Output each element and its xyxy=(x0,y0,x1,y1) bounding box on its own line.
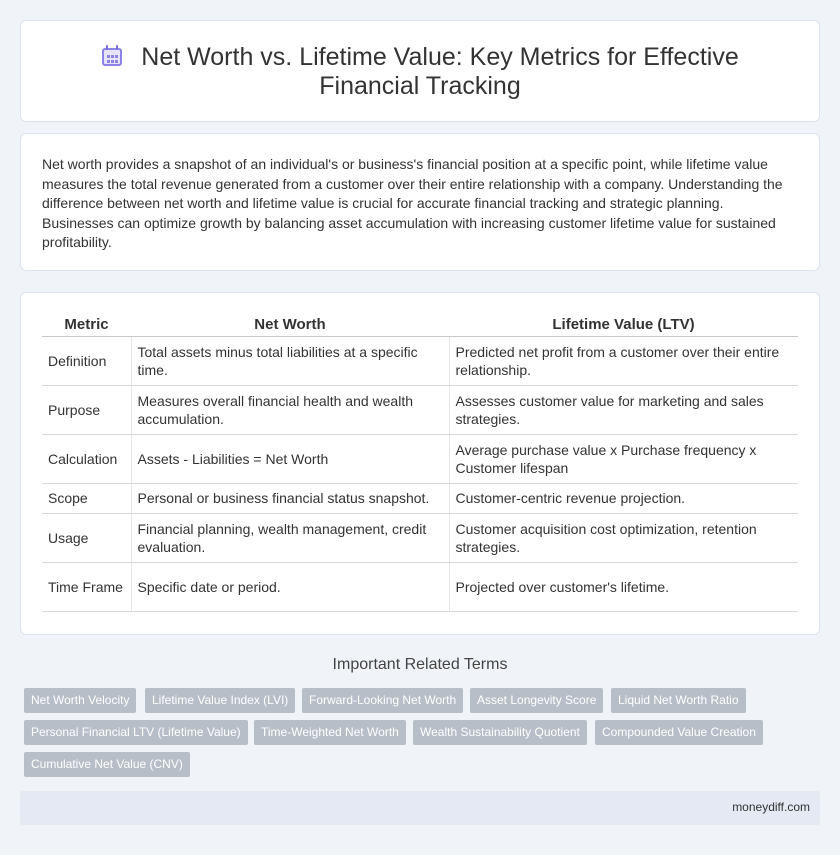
related-term-tag[interactable]: Time-Weighted Net Worth xyxy=(254,720,406,745)
table-row xyxy=(42,483,798,513)
header-lifetime-value: Lifetime Value (LTV) xyxy=(449,314,798,336)
metric-cell: Calculation xyxy=(42,434,131,483)
intro-paragraph: Net worth provides a snapshot of an individual's or business's financial position at a specific point, while lifetime value measures the total revenue generated from a customer over their entire relationship with a company. Understanding the difference between net worth and lifetime value is crucial for accurate financial tracking and strategic planning. Businesses can optimize growth by balancing asset accumulation with increasing customer lifetime value for sustained profitability. xyxy=(42,156,783,250)
related-term-tag[interactable]: Wealth Sustainability Quotient xyxy=(413,720,587,745)
table-row xyxy=(42,562,798,611)
table-row xyxy=(42,385,798,434)
related-term-tag[interactable]: Cumulative Net Value (CNV) xyxy=(24,752,190,777)
related-term-tag[interactable]: Forward-Looking Net Worth xyxy=(302,688,463,713)
ltv-cell: Assesses customer value for marketing and sales strategies. xyxy=(449,385,798,434)
footer-bar xyxy=(20,791,820,825)
net-worth-cell: Personal or business financial status snapshot. xyxy=(131,483,449,513)
table-header-row xyxy=(42,314,798,336)
net-worth-cell: Assets - Liabilities = Net Worth xyxy=(131,434,449,483)
metric-cell: Definition xyxy=(42,336,131,385)
table-row xyxy=(42,336,798,385)
metric-cell: Usage xyxy=(42,513,131,562)
related-term-tag[interactable]: Liquid Net Worth Ratio xyxy=(611,688,746,713)
ltv-cell: Customer-centric revenue projection. xyxy=(449,483,798,513)
related-term-tag[interactable]: Net Worth Velocity xyxy=(24,688,136,713)
metric-cell: Scope xyxy=(42,483,131,513)
ltv-cell: Predicted net profit from a customer over their entire relationship. xyxy=(449,336,798,385)
title-wrap xyxy=(61,43,779,101)
net-worth-cell: Specific date or period. xyxy=(131,562,449,611)
table-row xyxy=(42,513,798,562)
related-term-tag[interactable]: Personal Financial LTV (Lifetime Value) xyxy=(24,720,248,745)
page-title: Net Worth vs. Lifetime Value: Key Metrics for Effective Financial Tracking xyxy=(141,43,739,100)
title-card xyxy=(20,20,820,122)
net-worth-cell: Financial planning, wealth management, credit evaluation. xyxy=(131,513,449,562)
related-term-tag[interactable]: Asset Longevity Score xyxy=(470,688,603,713)
metric-cell: Time Frame xyxy=(42,562,131,611)
ltv-cell: Customer acquisition cost optimization, retention strategies. xyxy=(449,513,798,562)
intro-card xyxy=(20,133,820,271)
net-worth-cell: Measures overall financial health and wealth accumulation. xyxy=(131,385,449,434)
net-worth-cell: Total assets minus total liabilities at a specific time. xyxy=(131,336,449,385)
ltv-cell: Average purchase value x Purchase frequency x Customer lifespan xyxy=(449,434,798,483)
related-terms-title: Important Related Terms xyxy=(332,656,508,673)
comparison-table-card xyxy=(20,292,820,635)
header-metric: Metric xyxy=(42,314,131,336)
footer-site-link[interactable]: moneydiff.com xyxy=(732,800,810,814)
header-net-worth: Net Worth xyxy=(131,314,449,336)
comparison-table xyxy=(42,314,798,612)
calendar-icon xyxy=(101,45,123,67)
related-term-tag[interactable]: Compounded Value Creation xyxy=(595,720,763,745)
related-term-tag[interactable]: Lifetime Value Index (LVI) xyxy=(145,688,295,713)
ltv-cell: Projected over customer's lifetime. xyxy=(449,562,798,611)
metric-cell: Purpose xyxy=(42,385,131,434)
table-row xyxy=(42,434,798,483)
